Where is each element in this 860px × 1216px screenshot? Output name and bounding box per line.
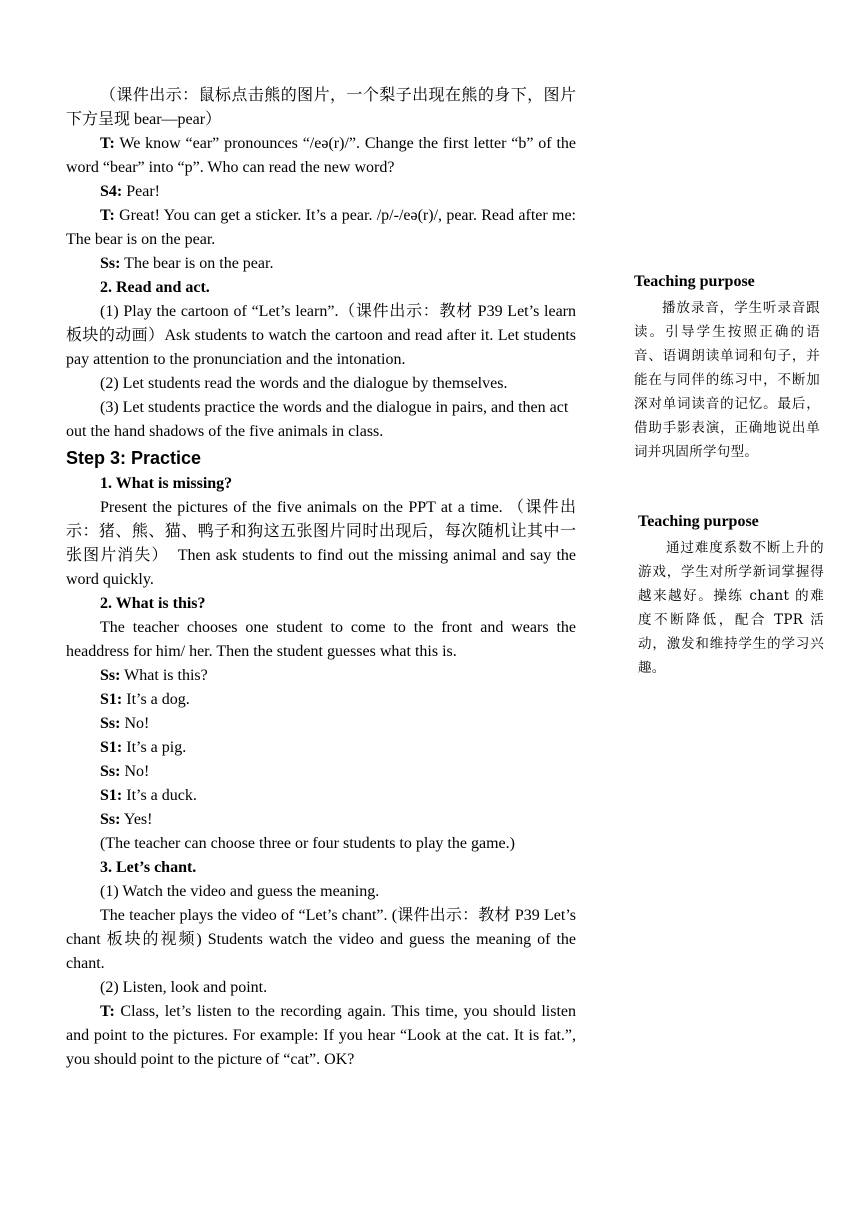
paragraph: (2) Let students read the words and the dialogue by themselves. xyxy=(100,375,508,392)
line-text: Yes! xyxy=(123,811,153,828)
paragraph: The teacher chooses one student to come to the front and wears the headdress for him/ her. Then the student guesses what this is. xyxy=(66,619,576,660)
note-body: 通过难度系数不断上升的游戏，学生对所学新词掌握得越来越好。操练 chant 的难度不断降低，配合 TPR 活动，激发和维持学生的学习兴趣。 xyxy=(638,540,824,676)
speaker: S1: xyxy=(100,691,123,708)
paragraph: (3) Let students practice the words and the dialogue in pairs, and then act out the hand shadows of the five animals in class. xyxy=(66,399,569,440)
line-text: No! xyxy=(124,763,150,780)
speaker: Ss: xyxy=(100,255,121,272)
note-title: Teaching purpose xyxy=(638,513,759,530)
dialogue-line xyxy=(66,784,576,808)
speaker: Ss: xyxy=(100,763,121,780)
paragraph: The teacher plays the video of “Let’s chant”. (课件出示：教材 P39 Let’s chant 板块的视频) Students watch the video and guess the meaning of the chant. xyxy=(66,907,576,972)
line-text: It’s a duck. xyxy=(126,787,197,804)
speaker: Ss: xyxy=(100,667,121,684)
dialogue-line xyxy=(66,1000,576,1072)
line-text: Great! You can get a sticker. It’s a pear. /p/-/eə(r)/, pear. Read after me: The bear is on the pear. xyxy=(66,207,577,248)
speaker: S1: xyxy=(100,787,123,804)
speaker: T: xyxy=(100,207,115,224)
line-text: What is this? xyxy=(124,667,208,684)
dialogue-line xyxy=(66,736,576,760)
teaching-purpose-note-1 xyxy=(634,272,820,464)
speaker: S1: xyxy=(100,739,123,756)
section-heading-what-is-this: 2. What is this? xyxy=(100,595,206,612)
courseware-note: （课件出示：鼠标点击熊的图片，一个梨子出现在熊的身下，图片下方呈现 bear—pear） xyxy=(66,87,576,128)
note-body: 播放录音，学生听录音跟读。引导学生按照正确的语音、语调朗读单词和句子，并能在与同伴的练习中，不断加深对单词读音的记忆。最后，借助手影表演，正确地说出单词并巩固所学句型。 xyxy=(634,300,820,460)
section-heading-chant: 3. Let’s chant. xyxy=(100,859,197,876)
speaker: T: xyxy=(100,1003,115,1020)
step-heading: Step 3: Practice xyxy=(66,448,202,468)
line-text: We know “ear” pronounces “/eə(r)/”. Change the first letter “b” of the word “bear” into “p”. Who can read the new word? xyxy=(66,135,577,176)
dialogue-line xyxy=(66,252,576,276)
dialogue-line xyxy=(66,664,576,688)
paragraph: (2) Listen, look and point. xyxy=(100,979,268,996)
dialogue-line xyxy=(66,760,576,784)
teaching-purpose-note-2 xyxy=(638,512,824,680)
speaker: Ss: xyxy=(100,811,121,828)
speaker: T: xyxy=(100,135,115,152)
line-text: The bear is on the pear. xyxy=(124,255,274,272)
paragraph: Present the pictures of the five animals on the PPT at a time. （课件出示：猪、熊、猫、鸭子和狗这五张图片同时出现后，每次随机让其中一张图片消失） Then ask students to find out the missing animal and say the word quickly. xyxy=(66,499,576,588)
dialogue-line xyxy=(66,808,576,832)
speaker: S4: xyxy=(100,183,123,200)
line-text: It’s a pig. xyxy=(126,739,187,756)
dialogue-line xyxy=(66,712,576,736)
line-text: No! xyxy=(124,715,150,732)
lesson-main-column xyxy=(66,84,576,1072)
dialogue-line xyxy=(66,688,576,712)
section-heading-read-act: 2. Read and act. xyxy=(100,279,210,296)
section-heading-missing: 1. What is missing? xyxy=(100,475,233,492)
line-text: Pear! xyxy=(126,183,160,200)
line-text: Class, let’s listen to the recording again. This time, you should listen and point to the pictures. For example: If you hear “Look at the cat. It is fat.”, you should point to the picture of “cat”. OK? xyxy=(66,1003,576,1068)
paragraph: (1) Watch the video and guess the meaning. xyxy=(100,883,380,900)
note-title: Teaching purpose xyxy=(634,273,755,290)
dialogue-line xyxy=(66,204,576,252)
speaker: Ss: xyxy=(100,715,121,732)
dialogue-line xyxy=(66,132,576,180)
paragraph: (1) Play the cartoon of “Let’s learn”.（课件出示：教材 P39 Let’s learn 板块的动画）Ask students to watch the cartoon and read after it. Let students pay attention to the pronunciation and the intonation. xyxy=(66,303,576,368)
paragraph: (The teacher can choose three or four students to play the game.) xyxy=(100,835,515,852)
dialogue-line xyxy=(66,180,576,204)
line-text: It’s a dog. xyxy=(126,691,190,708)
